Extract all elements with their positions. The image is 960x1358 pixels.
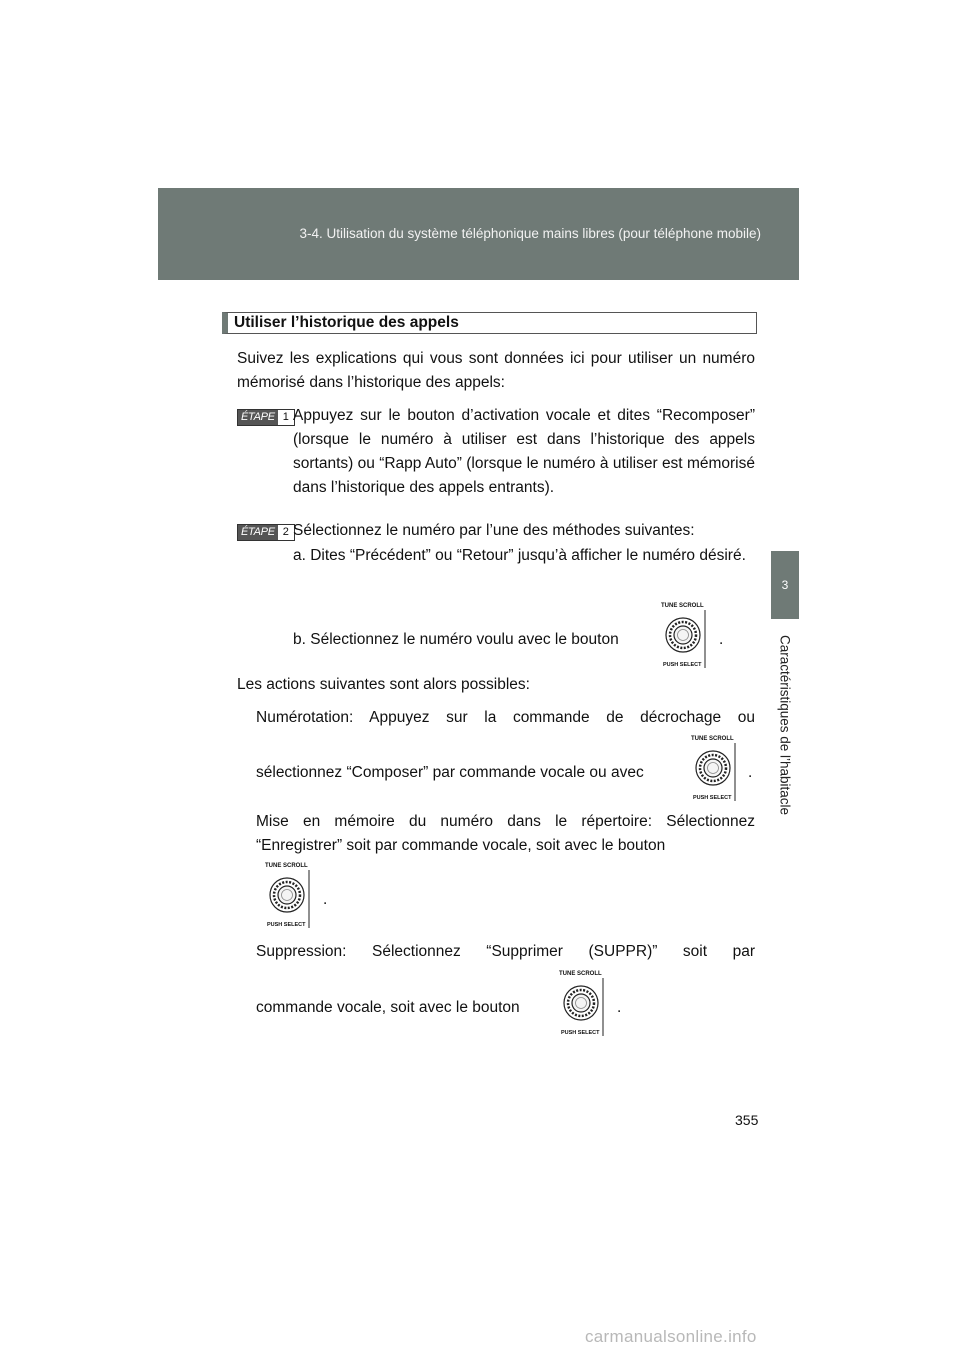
dial-text-line-2: sélectionnez “Composer” par commande vocale ou avec: [256, 764, 644, 781]
step-1-text: Appuyez sur le bouton d’activation vocale et dites “Recomposer” (lorsque le numéro à utiliser est dans l’historique des appels sortants) ou “Rapp Auto” (lorsque le numéro à utiliser est mémorisé dans l’historique des appels entrants).: [293, 407, 755, 496]
page-number: 355: [735, 1112, 759, 1128]
header-band: [158, 188, 799, 280]
step-badge-number: 2: [278, 525, 294, 540]
watermark: carmanualsonline.info: [585, 1327, 757, 1346]
step-1-badge: [237, 409, 295, 426]
knob-bottom-label: PUSH SELECT: [267, 922, 306, 928]
step-badge-number: 1: [278, 410, 294, 425]
dial-text-line-1: Numérotation: Appuyez sur la commande de décrochage ou: [256, 709, 755, 726]
knob-bottom-label: PUSH SELECT: [561, 1030, 600, 1036]
save-text: Mise en mémoire du numéro dans le répertoire: Sélectionnez “Enregistrer” soit par commande vocale, soit avec le bouton: [256, 813, 755, 854]
knob-top-label: TUNE SCROLL: [691, 736, 734, 742]
option-a-text: a. Dites “Précédent” ou “Retour” jusqu’à afficher le numéro désiré.: [293, 547, 746, 564]
knob-top-label: TUNE SCROLL: [265, 863, 308, 869]
tune-scroll-knob-icon: [262, 858, 312, 930]
step-badge-label: ÉTAPE: [238, 525, 278, 540]
knob-bottom-label: PUSH SELECT: [693, 795, 732, 801]
tune-scroll-knob-icon: [658, 598, 708, 670]
option-b-text: b. Sélectionnez le numéro voulu avec le bouton: [293, 631, 619, 648]
breadcrumb: 3-4. Utilisation du système téléphonique mains libres (pour téléphone mobile): [299, 226, 761, 241]
intro-paragraph: Suivez les explications qui vous sont données ici pour utiliser un numéro mémorisé dans l’historique des appels:: [237, 350, 755, 391]
option-b-period: .: [719, 631, 724, 648]
step-2-badge: [237, 524, 295, 541]
knob-top-label: TUNE SCROLL: [661, 603, 704, 609]
step-2-text: Sélectionnez le numéro par l’une des méthodes suivantes:: [293, 522, 695, 539]
chapter-number-tab: 3: [771, 551, 799, 619]
actions-intro: Les actions suivantes sont alors possibles:: [237, 676, 530, 693]
section-heading: Utiliser l’historique des appels: [222, 312, 757, 334]
delete-period: .: [617, 999, 622, 1016]
tune-scroll-knob-icon: [556, 966, 606, 1038]
tune-scroll-knob-icon: [688, 731, 738, 803]
knob-top-label: TUNE SCROLL: [559, 971, 602, 977]
step-badge-label: ÉTAPE: [238, 410, 278, 425]
dial-period: .: [748, 764, 753, 781]
delete-text-line-2: commande vocale, soit avec le bouton: [256, 999, 520, 1016]
chapter-title: Caractéristiques de l’habitacle: [777, 634, 793, 816]
knob-bottom-label: PUSH SELECT: [663, 662, 702, 668]
delete-text-line-1: Suppression: Sélectionnez “Supprimer (SUPPR)” soit par: [256, 943, 755, 960]
save-period: .: [323, 891, 328, 908]
